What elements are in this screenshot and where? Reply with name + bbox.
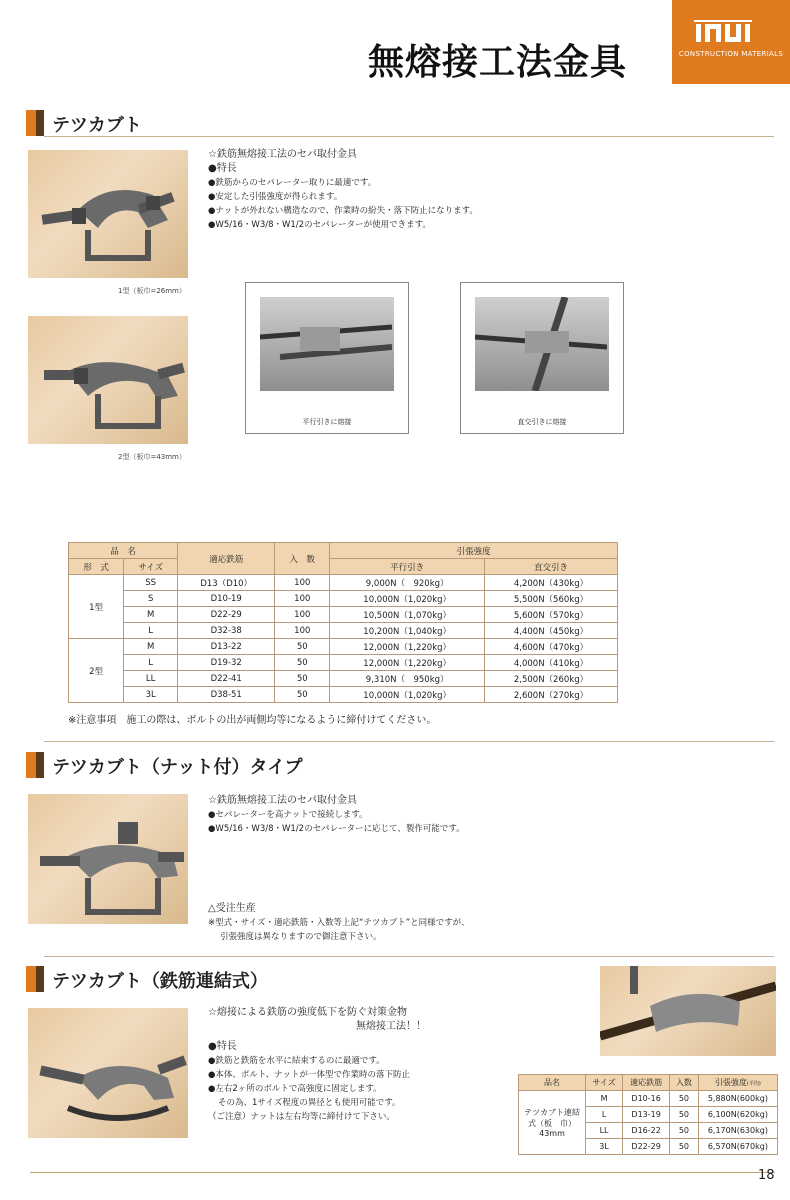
table-cell: D22-29 xyxy=(623,1139,670,1155)
table-cell: D13-22 xyxy=(178,639,275,655)
table-cell: M xyxy=(124,607,178,623)
table-header: サイズ xyxy=(124,559,178,575)
section-bar-dark xyxy=(36,110,44,136)
logo-icon xyxy=(694,20,768,44)
table-cell: 5,600N（570kg） xyxy=(484,607,617,623)
table-row xyxy=(69,591,618,607)
feature-item: ●セパレーターを高ナットで接続します。 xyxy=(208,810,368,820)
brand-logo xyxy=(672,0,790,84)
table-cell: 100 xyxy=(275,591,330,607)
table-cell: 50 xyxy=(670,1091,699,1107)
table-header: 形 式 xyxy=(69,559,124,575)
spec-table xyxy=(68,542,618,703)
strength-note: (平均) xyxy=(746,1081,761,1087)
logo-subtitle: CONSTRUCTION MATERIALS xyxy=(678,50,784,58)
table-cell: 9,310N（ 950kg） xyxy=(330,671,485,687)
section-bar-dark xyxy=(36,966,44,992)
section-header xyxy=(26,110,776,136)
photo-cross-caption: 直交引きに熔接 xyxy=(517,418,567,426)
table-cell: M xyxy=(586,1091,623,1107)
table-header: 適応鉄筋 xyxy=(178,543,275,575)
table-cell: 5,880N(600kg) xyxy=(698,1091,777,1107)
table-row xyxy=(69,623,618,639)
table-cell: 50 xyxy=(275,671,330,687)
table-cell: 2型 xyxy=(69,639,124,703)
section-bar xyxy=(26,110,36,136)
table-header xyxy=(698,1075,777,1091)
table-cell: 9,000N（ 920kg） xyxy=(330,575,485,591)
table-cell: 5,500N（560kg） xyxy=(484,591,617,607)
table-cell: 6,570N(670kg) xyxy=(698,1139,777,1155)
table-header: 品 名 xyxy=(69,543,178,559)
lead-text: ☆鉄筋無熔接工法のセパ取付金具 xyxy=(208,149,357,160)
table-cell: 100 xyxy=(275,575,330,591)
table-cell: 6,170N(630kg) xyxy=(698,1123,777,1139)
table-row xyxy=(69,655,618,671)
footer-divider xyxy=(30,1172,775,1173)
table-cell: D13-19 xyxy=(623,1107,670,1123)
section-bar-dark xyxy=(36,752,44,778)
feature-item: ●本体、ボルト、ナットが一体型で作業時の落下防止 xyxy=(208,1070,410,1080)
divider xyxy=(44,956,774,957)
feature-item: （ご注意）ナットは左右均等に締付けて下さい。 xyxy=(208,1112,395,1122)
table-cell: 3L xyxy=(124,687,178,703)
table-cell: 2,600N（270kg） xyxy=(484,687,617,703)
order-heading: △受注生産 xyxy=(208,903,256,914)
table-cell: 100 xyxy=(275,623,330,639)
section-header xyxy=(26,752,776,778)
caution-note: ※注意事項 施工の際は、ボルトの出が両側均等になるように締付けてください。 xyxy=(68,715,437,726)
table-cell: 12,000N（1,220kg） xyxy=(330,639,485,655)
table-cell: 12,000N（1,220kg） xyxy=(330,655,485,671)
feature-heading: ●特長 xyxy=(208,1041,237,1052)
table-header-row xyxy=(519,1075,778,1091)
table-cell: 4,000N（410kg） xyxy=(484,655,617,671)
table-cell: D32-38 xyxy=(178,623,275,639)
section1-description xyxy=(208,148,478,232)
table-header-row xyxy=(69,559,618,575)
table-cell: L xyxy=(124,655,178,671)
table-header: 入数 xyxy=(670,1075,699,1091)
table-cell: 2,500N（260kg） xyxy=(484,671,617,687)
section-title: テツカブト（鉄筋連結式） xyxy=(52,971,268,992)
table-cell: 10,000N（1,020kg） xyxy=(330,591,485,607)
table-row xyxy=(69,575,618,591)
caption-type2: 2型（板巾=43mm） xyxy=(118,453,186,461)
order-info xyxy=(208,902,470,944)
table-row xyxy=(69,607,618,623)
table-row xyxy=(519,1091,778,1107)
table-cell: LL xyxy=(586,1123,623,1139)
photo-parallel-frame xyxy=(245,282,409,434)
table-cell: 4,200N（430kg） xyxy=(484,575,617,591)
divider xyxy=(44,741,774,742)
feature-item: ●左右2ヶ所のボルトで高強度に固定します。 xyxy=(208,1084,382,1094)
strength-label: 引張強度 xyxy=(714,1078,747,1087)
table-row xyxy=(69,687,618,703)
logo-mark xyxy=(672,20,790,44)
table-cell: L xyxy=(586,1107,623,1123)
section-header xyxy=(26,966,586,992)
table-cell: 50 xyxy=(275,639,330,655)
table-cell: 4,600N（470kg） xyxy=(484,639,617,655)
product-photo-coupling xyxy=(28,1008,188,1138)
table-cell: 50 xyxy=(670,1123,699,1139)
table-cell: D10-16 xyxy=(623,1091,670,1107)
feature-heading: ●特長 xyxy=(208,163,237,174)
table-cell: テツカブト連結式（板 巾）43mm xyxy=(519,1091,586,1155)
table-row xyxy=(69,639,618,655)
table-header: 入 数 xyxy=(275,543,330,575)
table-cell: D13（D10） xyxy=(178,575,275,591)
feature-item: ●鉄筋と鉄筋を水平に結束するのに最適です。 xyxy=(208,1056,385,1066)
table-cell: D16-22 xyxy=(623,1123,670,1139)
page-number: 18 xyxy=(758,1168,775,1183)
table-cell: 100 xyxy=(275,607,330,623)
feature-item: ●ナットが外れない構造なので、作業時の紛失・落下防止になります。 xyxy=(208,206,478,216)
table-cell: LL xyxy=(124,671,178,687)
section-title: テツカブト xyxy=(52,115,142,136)
table-cell: D19-32 xyxy=(178,655,275,671)
divider xyxy=(44,136,774,137)
table-cell: 50 xyxy=(670,1139,699,1155)
table-cell: L xyxy=(124,623,178,639)
photo-cross xyxy=(475,297,609,391)
table-header: サイズ xyxy=(586,1075,623,1091)
order-line: ※型式・サイズ・適応鉄筋・入数等上記“テツカブト”と同様ですが、 xyxy=(208,918,470,928)
table-cell: 50 xyxy=(670,1107,699,1123)
table-cell: D38-51 xyxy=(178,687,275,703)
table-cell: 50 xyxy=(275,655,330,671)
table-header: 適応鉄筋 xyxy=(623,1075,670,1091)
photo-parallel-caption: 平行引きに熔接 xyxy=(302,418,352,426)
table-header-row xyxy=(69,543,618,559)
feature-item: ●安定した引張強度が得られます。 xyxy=(208,192,343,202)
table-cell: 10,200N（1,040kg） xyxy=(330,623,485,639)
table-cell: 3L xyxy=(586,1139,623,1155)
photo-parallel xyxy=(260,297,394,391)
table-cell: 6,100N(620kg) xyxy=(698,1107,777,1123)
table-header: 品名 xyxy=(519,1075,586,1091)
table-cell: 4,400N（450kg） xyxy=(484,623,617,639)
lead-text: 無熔接工法！！ xyxy=(356,1021,426,1032)
table-cell: 10,000N（1,020kg） xyxy=(330,687,485,703)
table-cell: D22-41 xyxy=(178,671,275,687)
table-cell: D22-29 xyxy=(178,607,275,623)
table-header: 直交引き xyxy=(484,559,617,575)
product-photo-type2 xyxy=(28,316,188,444)
section-title: テツカブト（ナット付）タイプ xyxy=(52,757,303,778)
coupling-spec-table xyxy=(518,1074,778,1155)
product-photo-coupling-installed xyxy=(600,966,776,1056)
table-cell: 10,500N（1,070kg） xyxy=(330,607,485,623)
section-bar xyxy=(26,752,36,778)
page-title: 無熔接工法金具 xyxy=(368,42,628,83)
caption-type1: 1型（板巾=26mm） xyxy=(118,287,186,295)
table-cell: D10-19 xyxy=(178,591,275,607)
table-cell: M xyxy=(124,639,178,655)
feature-item: ●鉄筋からのセパレーター取りに最適です。 xyxy=(208,178,377,188)
section3-description xyxy=(208,1006,426,1124)
lead-text: ☆熔接による鉄筋の強度低下を防ぐ対策金物 xyxy=(208,1007,407,1018)
table-header: 引張強度 xyxy=(330,543,618,559)
table-cell: 50 xyxy=(275,687,330,703)
table-header: 平行引き xyxy=(330,559,485,575)
table-row xyxy=(69,671,618,687)
table-cell: SS xyxy=(124,575,178,591)
section-bar xyxy=(26,966,36,992)
feature-item: ●W5/16・W3/8・W1/2のセパレーターが使用できます。 xyxy=(208,220,431,230)
lead-text: ☆鉄筋無熔接工法のセパ取付金具 xyxy=(208,795,357,806)
feature-item: ●W5/16・W3/8・W1/2のセパレーターに応じて、製作可能です。 xyxy=(208,824,465,834)
table-cell: 1型 xyxy=(69,575,124,639)
product-photo-type1 xyxy=(28,150,188,278)
photo-cross-frame xyxy=(460,282,624,434)
order-line: 引張強度は異なりますので御注意下さい。 xyxy=(220,932,382,942)
table-cell: S xyxy=(124,591,178,607)
section2-description xyxy=(208,794,465,836)
feature-item: その為、1サイズ程度の異径とも使用可能です。 xyxy=(218,1098,401,1108)
product-photo-nut-type xyxy=(28,794,188,924)
